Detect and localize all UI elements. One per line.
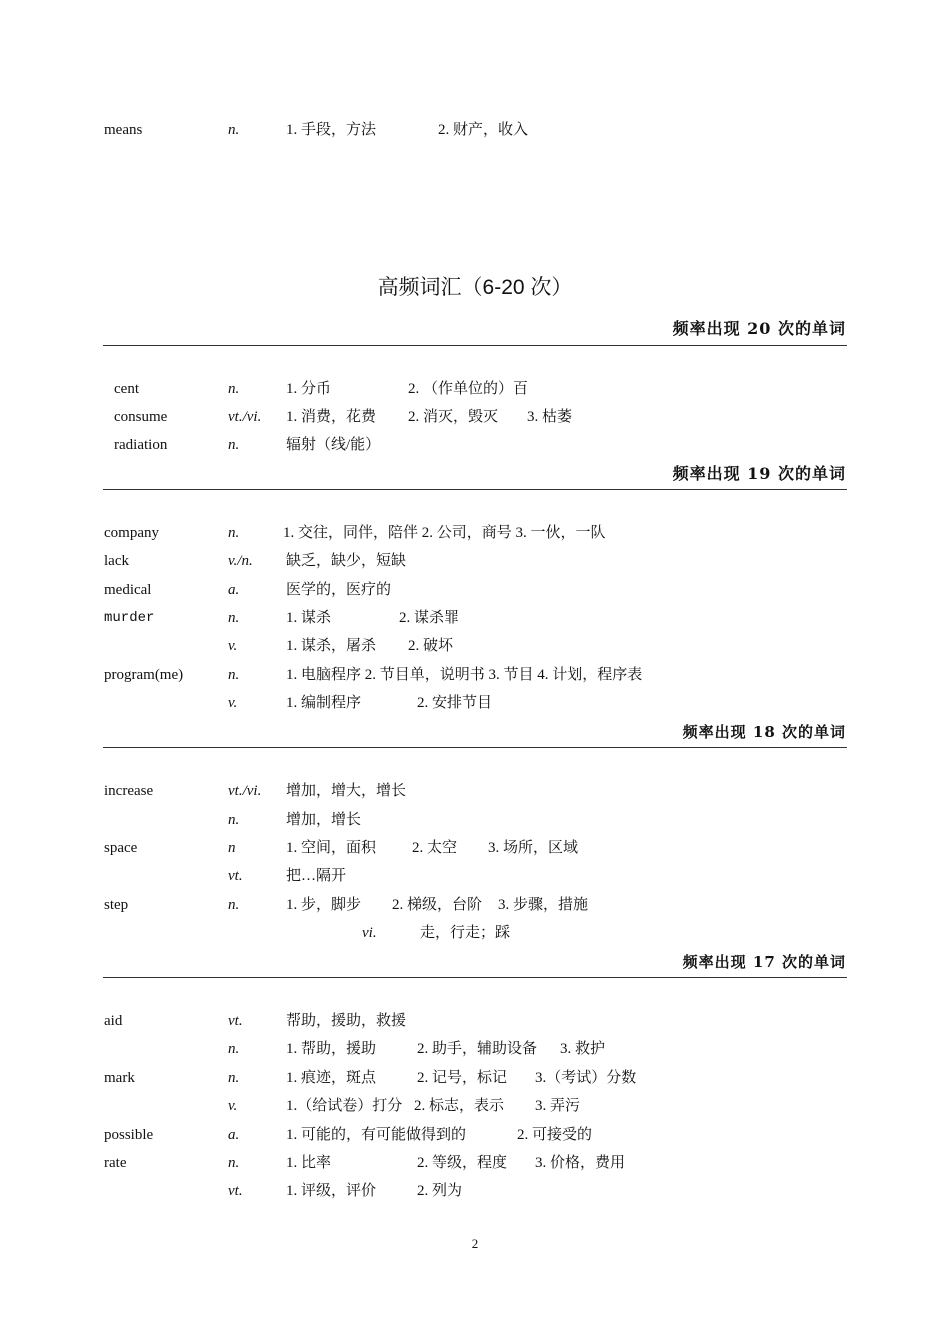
entry-def-1: 1.（给试卷）打分 — [286, 1098, 403, 1114]
entry-def-1: 1. 帮助，援助 — [286, 1041, 377, 1057]
entry-def-1: 1. 消费，花费 — [286, 409, 377, 425]
entry-def-2: 2. 财产，收入 — [438, 122, 529, 138]
entry-space — [0, 838, 950, 866]
entry-aid-noun — [0, 1039, 950, 1067]
entry-def-1: 医学的，医疗的 — [286, 582, 392, 598]
entry-medical — [0, 580, 950, 608]
entry-pos: n. — [228, 1070, 240, 1086]
divider — [103, 977, 847, 978]
entry-def-1: 辐射（线/能） — [286, 437, 381, 453]
entry-step-verb — [0, 923, 950, 951]
entry-def-2: 2. （作单位的）百 — [408, 381, 529, 397]
entry-def-1: 增加，增大，增长 — [286, 783, 407, 799]
entry-def-3: 3. 价格，费用 — [535, 1155, 626, 1171]
entry-mark-verb — [0, 1096, 950, 1124]
divider — [103, 345, 847, 346]
entry-word: company — [104, 525, 159, 541]
entry-increase-noun — [0, 810, 950, 838]
entry-def-1: 1. 痕迹，斑点 — [286, 1070, 377, 1086]
entry-mark — [0, 1068, 950, 1096]
frequency-heading-20: 频率出现 20 次的单词 — [672, 319, 846, 338]
entry-def-2: 2. 标志，表示 — [414, 1098, 505, 1114]
entry-pos: vt./vi. — [228, 783, 262, 799]
entry-pos: n — [228, 840, 236, 856]
entry-pos: vt. — [228, 1013, 243, 1029]
entry-def-2: 2. 太空 — [412, 840, 458, 856]
entry-word: radiation — [114, 437, 168, 453]
entry-pos: v./n. — [228, 553, 253, 569]
entry-pos: n. — [228, 1155, 240, 1171]
entry-def-3: 3. 枯萎 — [527, 409, 573, 425]
entry-def-3: 3. 步骤，措施 — [498, 897, 589, 913]
entry-def-1: 1. 可能的，有可能做得到的 — [286, 1127, 467, 1143]
entry-def-2: 2. 列为 — [417, 1183, 463, 1199]
entry-def-2: 2. 记号，标记 — [417, 1070, 508, 1086]
entry-pos: n. — [228, 437, 240, 453]
entry-pos: vt. — [228, 1183, 243, 1199]
entry-pos: n. — [228, 667, 240, 683]
entry-murder — [0, 608, 950, 636]
entry-means — [0, 120, 950, 148]
entry-def-2: 2. 安排节目 — [417, 695, 493, 711]
entry-pos: a. — [228, 582, 240, 598]
entry-pos: a. — [228, 1127, 240, 1143]
divider — [103, 489, 847, 490]
entry-word: possible — [104, 1127, 154, 1143]
entry-def-1: 1. 谋杀，屠杀 — [286, 638, 377, 654]
entry-pos: v. — [228, 1098, 238, 1114]
section-title: 高频词汇（6-20 次） — [377, 276, 573, 299]
page-number: 2 — [471, 1236, 479, 1251]
entry-pos: vt. — [228, 868, 243, 884]
entry-def-1: 缺乏，缺少，短缺 — [286, 553, 407, 569]
entry-word: lack — [104, 553, 129, 569]
entry-step — [0, 895, 950, 923]
entry-space-verb — [0, 866, 950, 894]
entry-pos: n. — [228, 525, 240, 541]
entry-pos: vi. — [362, 925, 377, 941]
frequency-heading-18: 频率出现 18 次的单词 — [682, 723, 846, 741]
entry-def-1: 1. 评级，评价 — [286, 1183, 377, 1199]
divider — [103, 747, 847, 748]
entry-murder-verb — [0, 636, 950, 664]
entry-def-3: 3. 场所，区域 — [488, 840, 579, 856]
entry-word: medical — [104, 582, 152, 598]
entry-pos: v. — [228, 695, 238, 711]
entry-pos: n. — [228, 122, 240, 138]
entry-def-1: 1. 交往，同伴，陪伴 2. 公司，商号 3. 一伙，一队 — [283, 525, 606, 541]
entry-def-1: 1. 谋杀 — [286, 610, 332, 626]
entry-pos: n. — [228, 897, 240, 913]
entry-aid — [0, 1011, 950, 1039]
entry-word: space — [104, 840, 138, 856]
entry-def-3: 3. 救护 — [560, 1041, 606, 1057]
entry-def-1: 1. 空间，面积 — [286, 840, 377, 856]
entry-def-1: 1. 手段，方法 — [286, 122, 377, 138]
entry-rate-verb — [0, 1181, 950, 1209]
entry-word: increase — [104, 783, 154, 799]
entry-pos: v. — [228, 638, 238, 654]
entry-def-2: 2. 助手，辅助设备 — [417, 1041, 538, 1057]
entry-def-1: 1. 步，脚步 — [286, 897, 362, 913]
entry-def-2: 2. 破坏 — [408, 638, 454, 654]
entry-def-3: 3.（考试）分数 — [535, 1070, 637, 1086]
entry-possible — [0, 1125, 950, 1153]
entry-def-1: 1. 编制程序 — [286, 695, 362, 711]
entry-def-1: 1. 电脑程序 2. 节目单，说明书 3. 节目 4. 计划，程序表 — [286, 667, 643, 683]
entry-company — [0, 523, 950, 551]
entry-word: consume — [114, 409, 168, 425]
entry-radiation — [0, 435, 950, 463]
entry-word: mark — [104, 1070, 135, 1086]
entry-def-1: 增加，增长 — [286, 812, 362, 828]
frequency-heading-19: 频率出现 19 次的单词 — [672, 464, 846, 483]
entry-cent — [0, 379, 950, 407]
entry-def-2: 2. 消灭，毁灭 — [408, 409, 499, 425]
entry-lack — [0, 551, 950, 579]
entry-def-2: 2. 梯级，台阶 — [392, 897, 483, 913]
entry-def-1: 走，行走；踩 — [420, 925, 511, 941]
entry-def-1: 1. 比率 — [286, 1155, 332, 1171]
entry-word: murder — [104, 610, 155, 626]
entry-word: rate — [104, 1155, 127, 1171]
entry-word: program(me) — [104, 667, 184, 683]
entry-def-1: 帮助，援助，救援 — [286, 1013, 407, 1029]
entry-pos: n. — [228, 1041, 240, 1057]
entry-word: means — [104, 122, 143, 138]
entry-def-2: 2. 等级，程度 — [417, 1155, 508, 1171]
entry-def-1: 1. 分币 — [286, 381, 332, 397]
entry-def-2: 2. 可接受的 — [517, 1127, 593, 1143]
entry-pos: n. — [228, 610, 240, 626]
entry-rate — [0, 1153, 950, 1181]
entry-programme-verb — [0, 693, 950, 721]
entry-pos: n. — [228, 381, 240, 397]
entry-consume — [0, 407, 950, 435]
entry-word: step — [104, 897, 129, 913]
entry-pos: n. — [228, 812, 240, 828]
entry-programme — [0, 665, 950, 693]
entry-word: aid — [104, 1013, 123, 1029]
entry-increase — [0, 781, 950, 809]
entry-def-1: 把…隔开 — [286, 868, 347, 884]
frequency-heading-17: 频率出现 17 次的单词 — [682, 953, 846, 971]
entry-def-2: 2. 谋杀罪 — [399, 610, 460, 626]
entry-pos: vt./vi. — [228, 409, 262, 425]
entry-def-3: 3. 弄污 — [535, 1098, 581, 1114]
entry-word: cent — [114, 381, 139, 397]
